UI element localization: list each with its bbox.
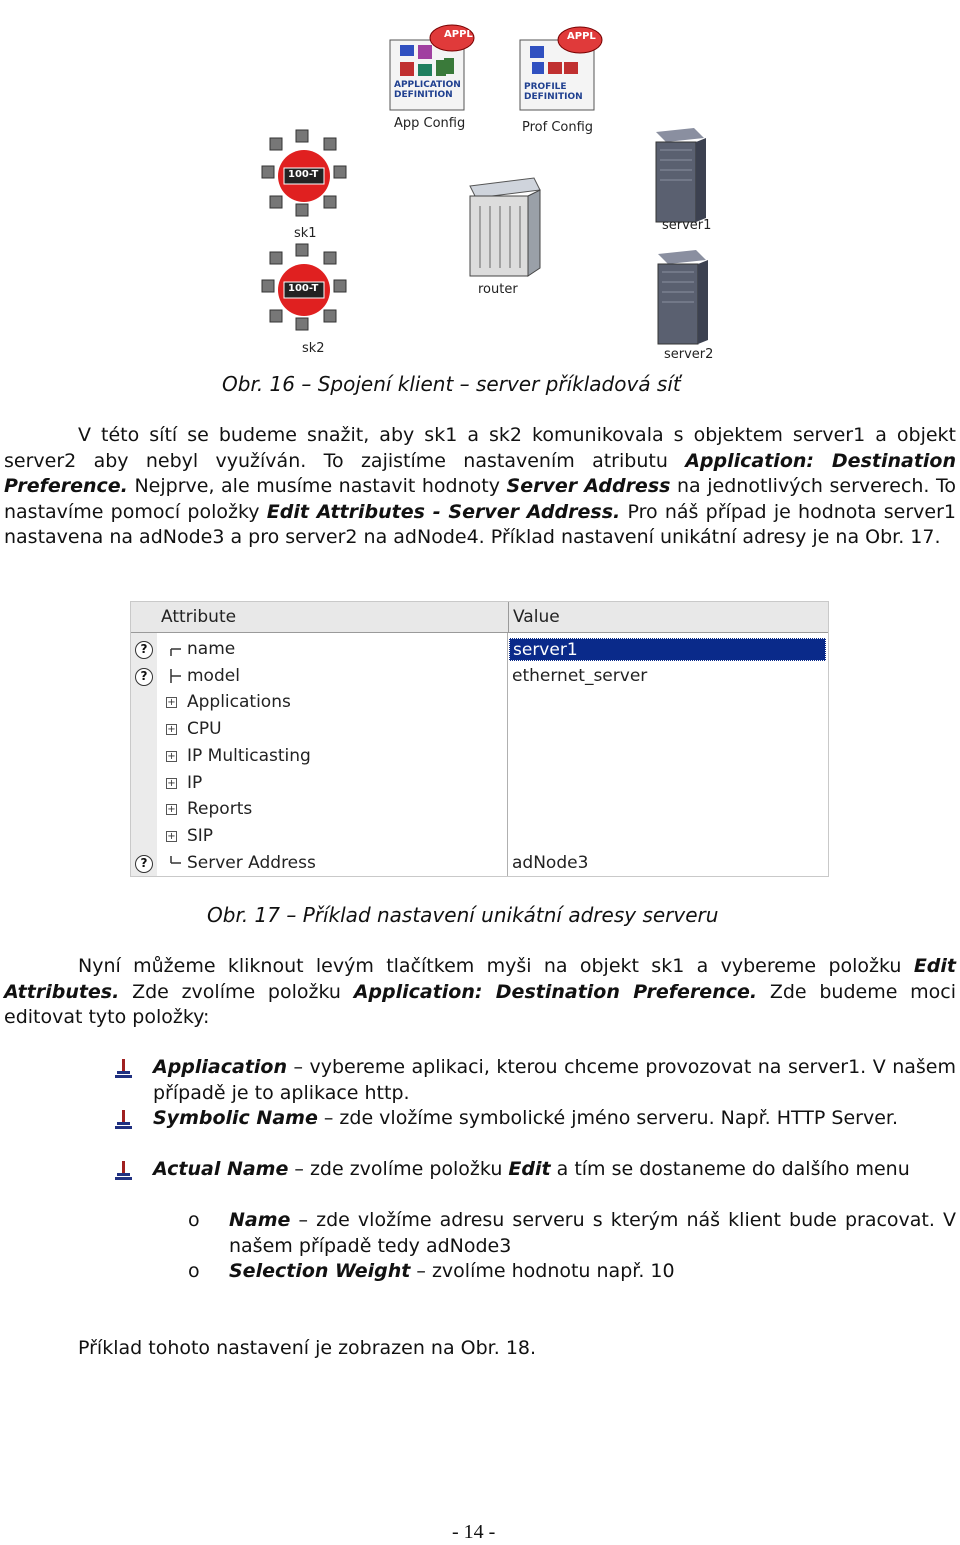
sk1-hub-label: 100-T xyxy=(288,169,319,180)
bullet3-bold: Actual Name xyxy=(153,1158,289,1180)
tree-connector-icon xyxy=(169,856,181,870)
attribute-value[interactable] xyxy=(509,772,826,795)
bullet3-text-2: a tím se dostaneme do dalšího menu xyxy=(550,1158,910,1180)
expand-plus-icon[interactable]: + xyxy=(167,777,176,789)
sub1-bold: Name xyxy=(229,1209,291,1231)
attribute-value[interactable] xyxy=(509,691,826,714)
attribute-value[interactable] xyxy=(509,718,826,741)
header-corner xyxy=(131,602,157,633)
attribute-row[interactable] xyxy=(131,824,828,851)
attribute-value[interactable]: server1 xyxy=(509,638,826,661)
help-icon[interactable]: ? xyxy=(135,855,153,873)
para1-text-1: V této sítí se budeme snažit, aby sk1 a sk2 komunikovala s objektem server1 a objekt server2 aby nebyl využíván. To zajistíme nastavením atributu xyxy=(4,424,956,472)
bullet3-text-1: – zde zvolíme položku xyxy=(288,1158,509,1180)
bullet2-bold: Symbolic Name xyxy=(153,1107,318,1129)
para1-text-2: Nejprve, ale musíme nastavit hodnoty xyxy=(127,475,507,498)
sub2-bold: Selection Weight xyxy=(229,1260,411,1282)
column-header-value[interactable]: Value xyxy=(508,602,828,633)
attribute-name: CPU xyxy=(187,719,222,740)
router-label: router xyxy=(478,282,518,297)
figure16-caption: Obr. 16 – Spojení klient – server příkladová síť xyxy=(222,372,681,396)
sk1-label: sk1 xyxy=(294,226,317,241)
attribute-name: name xyxy=(187,639,236,659)
bullet3-bold-2: Edit xyxy=(508,1158,551,1180)
expand-plus-icon[interactable]: + xyxy=(167,750,176,762)
expand-plus-icon[interactable]: + xyxy=(167,724,176,736)
attribute-row[interactable] xyxy=(131,771,828,798)
help-icon[interactable]: ? xyxy=(135,668,153,686)
prof-config-badge: APPL xyxy=(567,31,596,42)
bullet-item-application xyxy=(153,1055,956,1106)
prof-config-label: Prof Config xyxy=(522,120,594,135)
bullet-arrow-icon xyxy=(113,1058,133,1080)
attribute-row[interactable] xyxy=(131,690,828,717)
attribute-name: IP Multicasting xyxy=(187,745,311,766)
app-config-badge: APPL xyxy=(444,29,473,40)
para2-text-1: Nyní můžeme kliknout levým tlačítkem myši na objekt sk1 a vybereme položku xyxy=(78,955,914,977)
expand-plus-icon[interactable]: + xyxy=(167,804,176,816)
attribute-row[interactable] xyxy=(131,744,828,771)
para2-bold-1: Edit Attributes. xyxy=(4,955,956,1003)
attribute-name: SIP xyxy=(187,825,214,846)
server1-label: server1 xyxy=(662,218,712,233)
sub1-text: – zde vložíme adresu serveru s kterým náš klient bude pracovat. V našem případě tedy adNode3 xyxy=(229,1209,956,1257)
para1-bold-2: Server Address xyxy=(506,475,671,498)
para1-bold-1: Application: Destination Preference. xyxy=(4,449,956,498)
sub-item-selection-weight xyxy=(229,1259,956,1285)
attribute-value[interactable]: ethernet_server xyxy=(512,665,648,686)
sk2-hub-label: 100-T xyxy=(288,283,319,294)
expand-plus-icon[interactable]: + xyxy=(167,830,176,842)
attribute-name: Reports xyxy=(187,799,253,820)
sub-bullet-marker: o xyxy=(188,1260,200,1282)
attribute-name: Server Address xyxy=(187,852,316,873)
app-config-label: App Config xyxy=(394,116,466,131)
para1-bold-3: Edit Attributes - Server Address. xyxy=(266,500,621,523)
figure17-caption: Obr. 17 – Příklad nastavení unikátní adresy serveru xyxy=(207,903,719,927)
help-icon[interactable]: ? xyxy=(135,641,153,659)
para2-text-2: Zde zvolíme položku xyxy=(119,980,354,1003)
bullet1-text: – vybereme aplikaci, kterou chceme provozovat na server1. V našem případě je to aplikace http. xyxy=(153,1056,956,1104)
sub-item-name xyxy=(229,1208,956,1259)
network-diagram-canvas xyxy=(248,0,786,370)
attribute-value[interactable] xyxy=(509,825,826,848)
bullet-item-actual-name xyxy=(153,1157,956,1183)
page-number: - 14 - xyxy=(452,1521,496,1543)
tree-connector-icon xyxy=(169,642,181,656)
network-diagram-figure xyxy=(248,0,786,370)
attribute-row[interactable] xyxy=(131,797,828,824)
paragraph-edit xyxy=(4,954,956,1031)
attribute-row[interactable] xyxy=(131,637,828,664)
server2-icon xyxy=(658,250,708,344)
para2-text-3: Zde budeme moci editovat tyto položky: xyxy=(4,980,956,1029)
attribute-name: Applications xyxy=(187,692,291,713)
attribute-value[interactable] xyxy=(509,798,826,821)
app-config-icon-text: APPLICATION DEFINITION xyxy=(394,80,461,100)
attribute-name: model xyxy=(187,665,240,686)
column-header-attribute[interactable]: Attribute xyxy=(157,602,508,633)
bullet-item-symbolic-name xyxy=(153,1106,956,1132)
server1-icon xyxy=(656,128,706,222)
attribute-value[interactable] xyxy=(509,745,826,768)
prof-config-icon-text: PROFILE DEFINITION xyxy=(524,82,583,102)
sk2-label: sk2 xyxy=(302,341,325,356)
para1-text-3: na jednotlivých serverech. To nastavíme pomocí položky xyxy=(4,475,956,523)
bullet1-bold: Appliacation xyxy=(153,1056,288,1078)
server2-label: server2 xyxy=(664,347,714,362)
attribute-value[interactable]: adNode3 xyxy=(512,852,589,873)
para1-text-4: Pro náš případ je hodnota server1 nastavena na adNode3 a pro server2 na adNode4. Příklad nastavení unikátní adresy je na Obr. 17. xyxy=(4,500,956,549)
bullet-arrow-icon xyxy=(113,1109,133,1131)
attribute-row[interactable] xyxy=(131,851,828,878)
bullet-arrow-icon xyxy=(113,1160,133,1182)
sub2-text: – zvolíme hodnotu např. 10 xyxy=(410,1260,675,1282)
bullet2-text: – zde vložíme symbolické jméno serveru. Např. HTTP Server. xyxy=(317,1107,898,1129)
paragraph-example: Příklad tohoto nastavení je zobrazen na Obr. 18. xyxy=(78,1337,537,1359)
sub-bullet-marker: o xyxy=(188,1209,200,1231)
attribute-row[interactable] xyxy=(131,717,828,744)
tree-connector-icon xyxy=(169,669,181,683)
para2-bold-2: Application: Destination Preference. xyxy=(353,980,758,1003)
attribute-row[interactable] xyxy=(131,664,828,691)
router-icon xyxy=(470,178,540,276)
attribute-name: IP xyxy=(187,772,203,793)
paragraph-intro xyxy=(4,423,956,551)
expand-plus-icon[interactable]: + xyxy=(167,697,176,709)
attribute-grid xyxy=(130,601,829,877)
